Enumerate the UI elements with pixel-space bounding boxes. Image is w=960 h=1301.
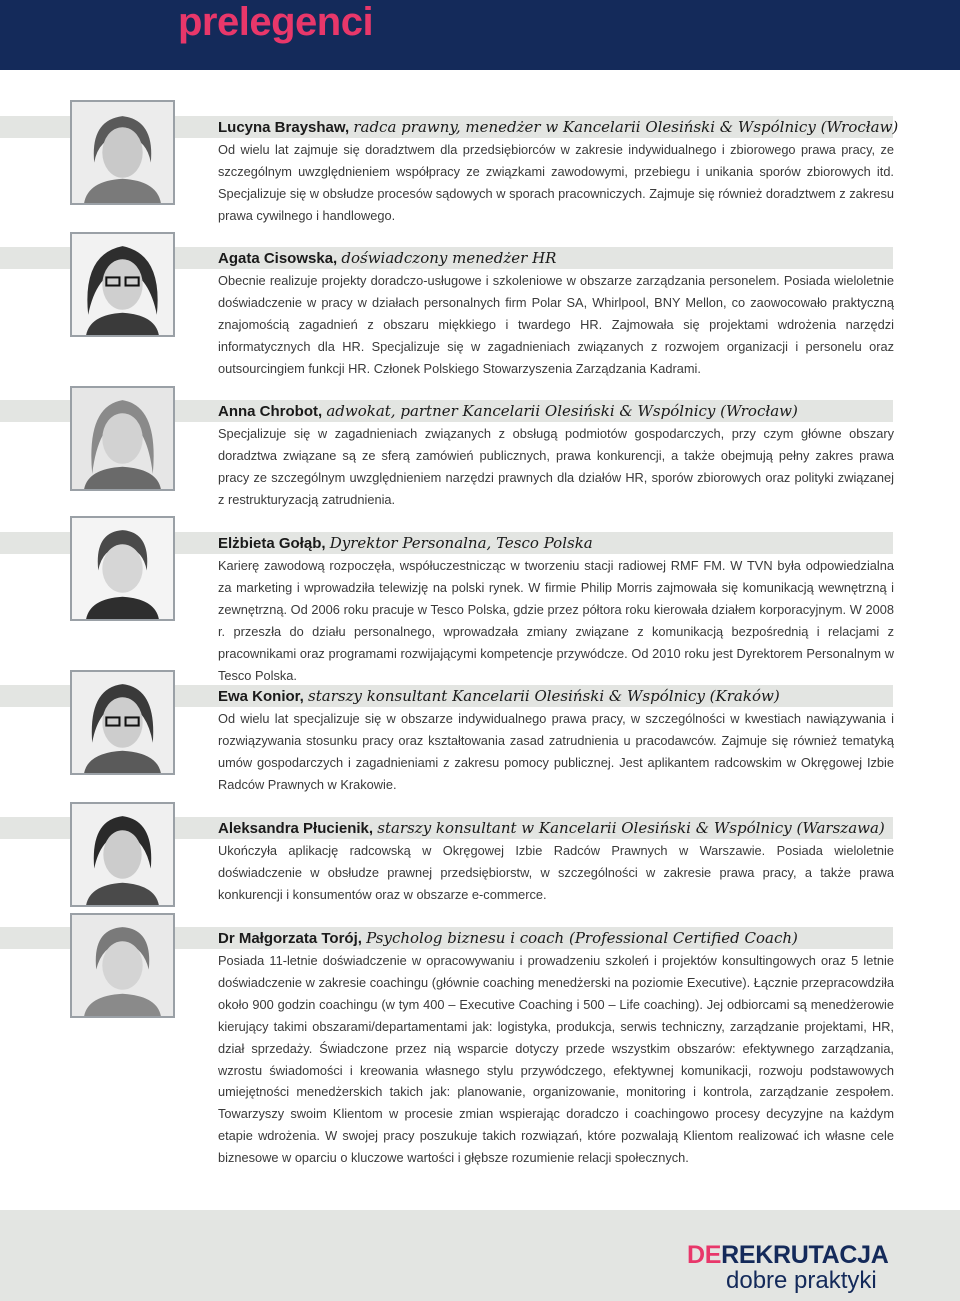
speaker-heading <box>218 533 898 554</box>
speaker-photo <box>70 386 175 491</box>
portrait-icon <box>72 915 173 1016</box>
speaker-photo <box>70 670 175 775</box>
speaker-name: Ewa Konior, <box>218 688 304 705</box>
logo-prefix: DE <box>687 1241 722 1269</box>
speaker-name: Aleksandra Płucienik, <box>218 820 374 837</box>
portrait-icon <box>72 102 173 203</box>
speaker-bio: Od wielu lat zajmuje się doradztwem dla przedsiębiorców w zakresie indywidualnego i zbiorowego prawa pracy, ze szczególnym uwzględnieniem współpracy ze związkami zawodowymi, przebiegu i unikania sporów zbiorowych itd. Specjalizuje się w obsłudze procesów sądowych w sporach pracowniczych. Zajmuje się również doradztwem z zakresu prawa cywilnego i handlowego. <box>218 142 894 223</box>
speaker-bio: Ukończyła aplikację radcowską w Okręgowej Izbie Radców Prawnych w Warszawie. Posiada wieloletnie doświadczenie w obsłudze prawnej przedsiębiorstw, w szczególności w zakresie prawa pracy, a także prawa konkurencji i konsumentów oraz w obszarze e-commerce. <box>218 843 894 902</box>
speaker-name: Dr Małgorzata Torój, <box>218 930 362 947</box>
portrait-icon <box>72 804 173 905</box>
speaker-role: doświadczony menedżer HR <box>341 249 557 267</box>
speaker-role: starszy konsultant w Kancelarii Olesiński & Wspólnicy (Warszawa) <box>377 819 885 837</box>
portrait-icon <box>72 234 173 335</box>
speaker-role: adwokat, partner Kancelarii Olesiński & Wspólnicy (Wrocław) <box>326 402 798 420</box>
speaker-name: Lucyna Brayshaw, <box>218 119 350 136</box>
speaker-bio: Od wielu lat specjalizuje się w obszarze indywidualnego prawa pracy, w szczególności w kwestiach nawiązywania i rozwiązywania stosunku pracy oraz kształtowania zasad zatrudnienia u pracodawców. Zajmuje się również tematyką umów gospodarczych i zagadnieniami z zakresu pomocy publicznej. Jest aplikantem radcowskim w Okręgowej Izbie Radców Prawnych w Krakowie. <box>218 711 894 792</box>
speaker-bio: Specjalizuje się w zagadnieniach związanych z obsługą podmiotów gospodarczych, przy czym główne obszary doradztwa związane są ze sferą zamówień publicznych, prawa konkurencji, a także obejmują pełny zakres prawa pracy ze szczególnym uwzględnieniem narzędzi prawnych dla działów HR, sporów zbiorowych oraz polityki związanej z restrukturyzacją zatrudnienia. <box>218 426 894 507</box>
speaker-bio: Karierę zawodową rozpoczęła, współuczestnicząc w tworzeniu stacji radiowej RMF FM. W TVN była odpowiedzialna za marketing i wprowadziła telewizję na polski rynek. W firmie Philip Morris zajmowała się komunikacją wewnętrzną i zewnętrzną. Od 2006 roku pracuje w Tesco Polska, gdzie przez półtora roku kierowała działem korporacyjnym. W 2008 r. przeszła do działu personalnego, wprowadzała zmiany związane z komunikacją bezpośrednią i relacjami z pracownikami oraz programami rozwijającymi kompetencje przywódcze. Od 2010 roku jest Dyrektorem Personalnym w Tesco Polska. <box>218 558 894 683</box>
speaker-role: Dyrektor Personalna, Tesco Polska <box>329 534 593 552</box>
speaker-name: Agata Cisowska, <box>218 250 338 267</box>
speaker-photo <box>70 802 175 907</box>
portrait-icon <box>72 518 173 619</box>
speaker-name: Anna Chrobot, <box>218 403 323 420</box>
speaker-role: Psycholog biznesu i coach (Professional Certified Coach) <box>366 929 798 947</box>
logo-main: REKRUTACJA <box>721 1241 889 1269</box>
portrait-icon <box>72 672 173 773</box>
speaker-heading <box>218 117 898 138</box>
portrait-icon <box>72 388 173 489</box>
speaker-heading <box>218 248 898 269</box>
speaker-role: starszy konsultant Kancelarii Olesiński & Wspólnicy (Kraków) <box>308 687 780 705</box>
speaker-heading <box>218 818 898 839</box>
speaker-photo <box>70 100 175 205</box>
speaker-photo <box>70 516 175 621</box>
speaker-bio: Obecnie realizuje projekty doradczo-usługowe i szkoleniowe w obszarze zarządzania personelem. Posiada wieloletnie doświadczenie w pracy w działach personalnych firm Polar SA, Whirlpool, BNY Mellon, co zaowocowało praktyczną znajomością zagadnień z obszaru miękkiego i twardego HR. Zajmowała się projektami wdrożenia narzędzi informatycznych dla HR. Specjalizuje się w zagadnieniach związanych z rozwojem organizacji i personelu oraz outsourcingiem funkcji HR. Członek Polskiego Stowarzyszenia Zarządzania Kadrami. <box>218 273 894 376</box>
speaker-photo <box>70 232 175 337</box>
brand-logo <box>687 1242 889 1268</box>
speaker-heading <box>218 401 898 422</box>
speaker-role: radca prawny, menedżer w Kancelarii Olesiński & Wspólnicy (Wrocław) <box>353 118 899 136</box>
header-bar <box>0 0 960 70</box>
speaker-heading <box>218 928 898 949</box>
logo-tagline: dobre praktyki <box>726 1267 877 1294</box>
page-title: prelegenci <box>178 0 374 44</box>
speaker-name: Elżbieta Gołąb, <box>218 535 326 552</box>
speaker-heading <box>218 686 898 707</box>
speaker-photo <box>70 913 175 1018</box>
speaker-bio: Posiada 11-letnie doświadczenie w opracowywaniu i prowadzeniu szkoleń i projektów konsultingowych oraz 5 letnie doświadczenie w zakresie coachingu (głównie coaching menedżerski na poziomie Executive). Łącznie przepracowdziła około 900 godzin coachingu (w tym 400 – Executive Coaching i 500 – Life coaching). Jej odbiorcami są menedżerowie kierujący takimi obszarami/departamentami jak: logistyka, produkcja, serwis techniczny, zarządzanie projektami, HR, dział sprzedaży. Świadczone przez nią wsparcie dotyczy przede wszystkim obszarów: efektywnego zarządzania, wzrostu świadomości i kreowania własnego stylu przywódczego, efektywnej komunikacji, rozwoju podstawowych umiejętności menedżerskich takich jak: planowanie, organizowanie, monitoring i kontrola, zarządzanie zespołem. Towarzyszy swoim Klientom w procesie zmian wspierając doradczo i coachingowo procesy decyzyjne na każdym etapie wdrożenia. W swojej pracy poszukuje takich rozwiązań, które pozwalają Klientom realizować ich własne cele biznesowe w oparciu o kluczowe wartości i głębsze rozumienie relacji społecznych. <box>218 953 894 1166</box>
